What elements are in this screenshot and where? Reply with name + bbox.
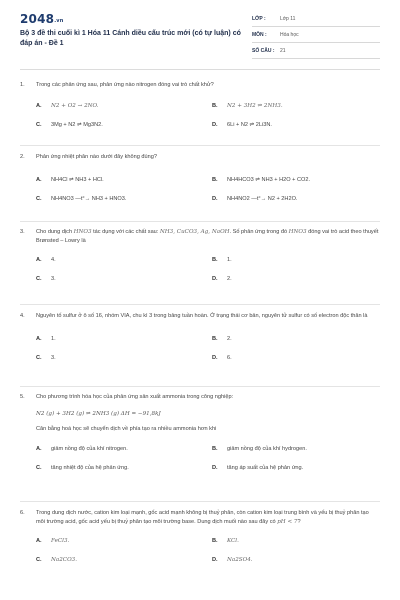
option-letter: B.	[212, 177, 218, 183]
option-letter: A.	[36, 538, 42, 544]
option-letter: D.	[212, 355, 218, 361]
text-part: . Số phản ứng trong đó	[229, 229, 289, 235]
option-text: N2 + O2 → 2NO.	[51, 103, 99, 109]
option-letter: C.	[36, 276, 42, 282]
option-d[interactable]	[212, 464, 380, 473]
question-4	[20, 312, 380, 363]
option-text: KCl.	[227, 538, 239, 544]
option-letter: A.	[36, 177, 42, 183]
option-text: 1.	[51, 336, 56, 342]
option-text: tăng nhiệt độ của hệ phản ứng.	[51, 465, 129, 471]
option-letter: D.	[212, 122, 218, 128]
question-text: Cho phương trình hóa học của phản ứng sản xuất ammonia trong công nghiệp:	[36, 394, 234, 400]
question-number: 3.	[20, 229, 25, 235]
option-text: N2 + 3H2 ⇌ 2NH3.	[227, 103, 283, 109]
meta-value: Lớp 11	[280, 16, 296, 22]
site-logo[interactable]	[20, 12, 64, 26]
text-part: đóng vai trò acid theo thuyết Brønsted – Lowry là	[36, 229, 379, 244]
option-text: FeCl3.	[51, 538, 70, 544]
options	[36, 537, 380, 565]
option-letter: D.	[212, 196, 218, 202]
formula: HNO3	[288, 229, 307, 235]
question-6	[20, 509, 380, 565]
option-text: NH4NO3 —t°→ NH3 + HNO3.	[51, 196, 127, 202]
question-divider	[20, 145, 380, 146]
option-a[interactable]	[36, 335, 212, 344]
option-d[interactable]	[212, 556, 380, 565]
logo-suffix: .vn	[54, 18, 64, 24]
option-text: 2.	[227, 336, 232, 342]
option-a[interactable]	[36, 445, 212, 454]
option-letter: C.	[36, 355, 42, 361]
reaction-equation: N2 (g) + 3H2 (g) ⇌ 2NH3 (g) ΔH = −91,8kJ	[36, 411, 161, 417]
option-text: Na2SO4.	[227, 557, 253, 563]
question-subtext: Cân bằng hoá học sẽ chuyển dịch về phía tạo ra nhiều ammonia hơn khi	[36, 426, 217, 432]
option-c[interactable]	[36, 556, 212, 565]
option-b[interactable]	[212, 256, 380, 265]
option-letter: D.	[212, 276, 218, 282]
question-2	[20, 153, 380, 204]
option-letter: C.	[36, 122, 42, 128]
options	[36, 256, 380, 284]
option-text: 6.	[227, 355, 232, 361]
meta-row-count	[252, 46, 380, 59]
option-text: NH4HCO3 ⇌ NH3 + H2O + CO2.	[227, 177, 311, 183]
text-part: ?	[297, 519, 301, 525]
option-letter: D.	[212, 465, 218, 471]
meta-row-class	[252, 14, 380, 27]
option-letter: D.	[212, 557, 218, 563]
option-text: 4.	[51, 257, 56, 263]
header-divider	[20, 69, 380, 70]
question-text: Phản ứng nhiệt phân nào dưới đây không đúng?	[36, 154, 157, 160]
option-d[interactable]	[212, 275, 380, 284]
question-text	[36, 509, 379, 527]
question-number: 5.	[20, 394, 25, 400]
option-c[interactable]	[36, 121, 212, 130]
option-a[interactable]	[36, 176, 212, 185]
question-text: Nguyên tố sulfur ở ô số 16, nhóm VIA, chu kì 3 trong bảng tuần hoàn. Ở trạng thái cơ bản, nguyên tử sulfur có số electron độc thân là	[36, 313, 368, 319]
option-a[interactable]	[36, 537, 212, 546]
text-part: tác dụng với các chất sau:	[91, 229, 160, 235]
option-letter: B.	[212, 103, 218, 109]
question-text	[36, 228, 379, 246]
option-b[interactable]	[212, 102, 380, 111]
meta-panel	[252, 14, 380, 62]
options	[36, 445, 380, 473]
option-d[interactable]	[212, 354, 380, 363]
option-text: giảm nồng độ của khí hydrogen.	[227, 446, 307, 452]
option-c[interactable]	[36, 195, 212, 204]
option-c[interactable]	[36, 464, 212, 473]
formula: pH < 7	[277, 519, 298, 525]
question-1	[20, 81, 380, 130]
option-text: NH4Cl ⇌ NH3 + HCl.	[51, 177, 104, 183]
meta-row-subject	[252, 30, 380, 43]
meta-label: MÔN :	[252, 32, 267, 38]
logo-main: 2048	[20, 12, 55, 26]
option-letter: B.	[212, 446, 218, 452]
option-letter: B.	[212, 336, 218, 342]
option-a[interactable]	[36, 256, 212, 265]
question-text: Trong các phản ứng sau, phản ứng nào nitrogen đóng vai trò chất khử?	[36, 82, 214, 88]
option-text: 3.	[51, 355, 56, 361]
options	[36, 335, 380, 363]
question-3	[20, 228, 380, 284]
formula: NH3, CuCO3, Ag, NaOH	[159, 229, 230, 235]
meta-value: Hóa học	[280, 32, 299, 38]
option-d[interactable]	[212, 195, 380, 204]
option-text: 2.	[227, 276, 232, 282]
meta-value: 21	[280, 48, 286, 54]
question-divider	[20, 304, 380, 305]
option-b[interactable]	[212, 445, 380, 454]
option-c[interactable]	[36, 275, 212, 284]
option-text: giảm nồng độ của khí nitrogen.	[51, 446, 128, 452]
option-b[interactable]	[212, 176, 380, 185]
option-letter: A.	[36, 103, 42, 109]
option-text: Na2CO3.	[51, 557, 77, 563]
option-letter: A.	[36, 336, 42, 342]
formula: HNO3	[73, 229, 92, 235]
question-number: 4.	[20, 313, 25, 319]
option-letter: B.	[212, 538, 218, 544]
option-b[interactable]	[212, 335, 380, 344]
text-part: Trong dung dịch nước, cation kim loại mạnh, gốc acid mạnh không bị thuỷ phân, còn cation kim loại trung bình và yếu bị thuỷ phân tạo môi trường acid, gốc acid yếu bị thuỷ phân tạo môi trường base. Dung dịch muối nào sau đây có	[36, 510, 369, 525]
option-c[interactable]	[36, 354, 212, 363]
question-number: 1.	[20, 82, 25, 88]
option-text: 1.	[227, 257, 232, 263]
question-divider	[20, 386, 380, 387]
option-letter: B.	[212, 257, 218, 263]
option-text: 3Mg + N2 ⇌ Mg3N2.	[51, 122, 103, 128]
option-letter: A.	[36, 257, 42, 263]
question-number: 6.	[20, 510, 25, 516]
option-text: tăng áp suất của hệ phản ứng.	[227, 465, 304, 471]
question-divider	[20, 221, 380, 222]
question-number: 2.	[20, 154, 25, 160]
option-d[interactable]	[212, 121, 380, 130]
option-text: NH4NO2 —t°→ N2 + 2H2O.	[227, 196, 298, 202]
question-divider	[20, 501, 380, 502]
document-title: Bộ 3 đề thi cuối kì 1 Hóa 11 Cánh diều cấu trúc mới (có tự luận) có đáp án - Đề 1	[20, 30, 241, 47]
options	[36, 176, 380, 204]
option-letter: C.	[36, 557, 42, 563]
option-letter: C.	[36, 196, 42, 202]
option-letter: C.	[36, 465, 42, 471]
meta-label: SỐ CÂU :	[252, 48, 275, 54]
option-b[interactable]	[212, 537, 380, 546]
option-letter: A.	[36, 446, 42, 452]
options	[36, 102, 380, 130]
option-a[interactable]	[36, 102, 212, 111]
question-5	[20, 393, 380, 473]
option-text: 3.	[51, 276, 56, 282]
text-part: Cho dung dịch	[36, 229, 74, 235]
meta-label: LỚP :	[252, 16, 266, 22]
option-text: 6Li + N2 ⇌ 2Li3N.	[227, 122, 272, 128]
